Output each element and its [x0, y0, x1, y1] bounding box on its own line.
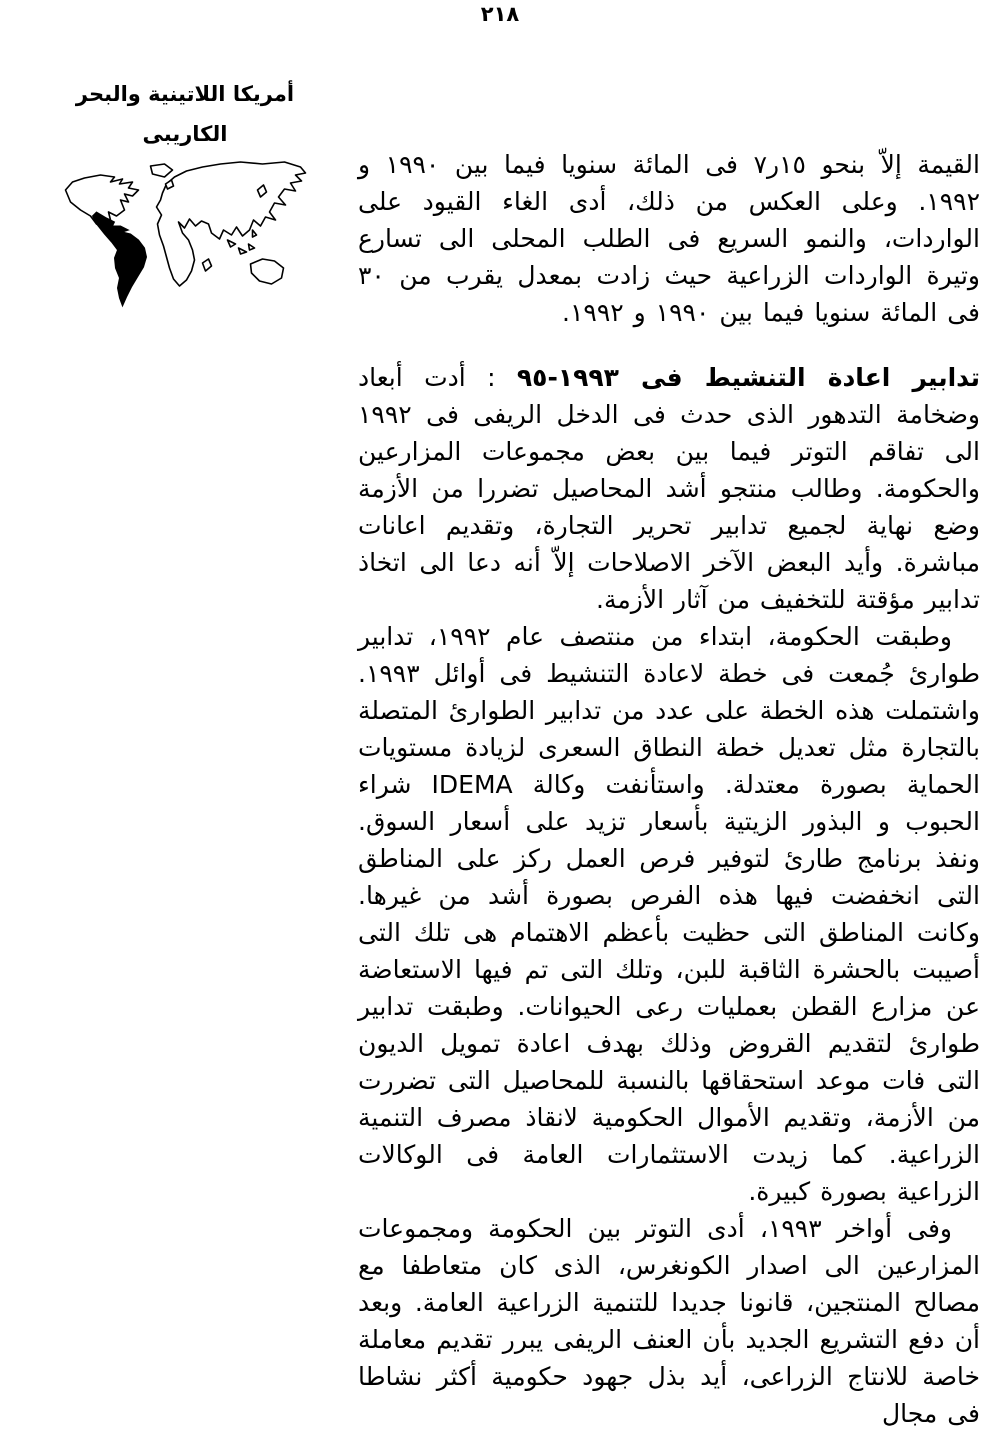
region-label-line-1: أمريكا اللاتينية والبحر: [75, 82, 295, 106]
paragraph-emergency-measures: وطبقت الحكومة، ابتداء من منتصف عام ١٩٩٢، تدابير طوارئ جُمعت فى خطة لاعادة التنشيط فى أوائل ١٩٩٣. واشتملت هذه الخطة على عدد من تدابير الطوارئ المتصلة بالتجارة مثل تعديل خطة النطاق السعرى لزيادة مستويات الحماية بصورة معتدلة. واستأنفت وكالة IDEMA شراء الحبوب و البذور الزيتية بأسعار تزيد على أسعار السوق. ونفذ برنامج طارئ لتوفير فرص العمل ركز على المناطق التى انخفضت فيها هذه الفرص بصورة أشد من غيرها. وكانت المناطق التى حظيت بأعظم الاهتمام هى تلك التى أصيبت بالحشرة الثاقبة للبن، وتلك التى تم فيها الاستعاضة عن مزارع القطن بعمليات رعى الحيوانات. وطبقت تدابير طوارئ لتقديم القروض وذلك بهدف اعادة تمويل الديون التى فات موعد استحقاقها بالنسبة للمحاصيل التى تضررت من الأزمة، وتقديم الأموال الحكومية لانقاذ مصرف التنمية الزراعية. كما زيدت الاستثمارات العامة فى الوكالات الزراعية بصورة كبيرة.: [358, 622, 980, 1206]
paragraph-congress-law: وفى أواخر ١٩٩٣، أدى التوتر بين الحكومة ومجموعات المزارعين الى اصدار الكونغرس، الذى كان متعاطفا مع مصالح المنتجين، قانونا جديدا للتنمية الزراعية العامة. وبعد أن دفع التشريع الجديد بأن العنف الريفى يبرر تقديم معاملة خاصة للانتاج الزراعى، أيد بذل جهود حكومية أكثر نشاطا فى مجال: [358, 1214, 980, 1428]
section-heading: تدابير اعادة التنشيط فى ١٩٩٣-٩٥: [516, 363, 981, 392]
world-map-image: [60, 160, 310, 320]
region-label-line-2: الكاريبى: [142, 122, 228, 146]
heading-separator: :: [465, 363, 517, 392]
page-number: ٢١٨: [480, 2, 520, 26]
greenland-outline: [151, 164, 173, 177]
paragraph-imports: القيمة إلاّ بنحو ١٥ر٧ فى المائة سنويا فيما بين ١٩٩٠ و ١٩٩٢. وعلى العكس من ذلك، أدى الغاء القيود على الواردات، والنمو السريع فى الطلب المحلى الى تسارع وتيرة الواردات الزراعية حيث زادت بمعدل يقرب من ٣٠ فى المائة سنويا فيما بين ١٩٩٠ و ١٩٩٢.: [358, 150, 980, 327]
region-label: [56, 74, 314, 154]
region-sidebar: [56, 74, 314, 320]
latin-america-highlight: [93, 212, 147, 306]
paragraph-reactivation: [358, 359, 980, 618]
paragraph-reactivation-text: أدت أبعاد وضخامة التدهور الذى حدث فى الدخل الريفى فى ١٩٩٢ الى تفاقم التوتر فيما بين بعض مجموعات المزارعين والحكومة. وطالب منتجو أشد المحاصيل تضررا من الأزمة وضع نهاية لجميع تدابير تحرير التجارة، وتقديم اعانات مباشرة. وأيد البعض الآخر الاصلاحات إلاّ أنه دعا الى اتخاذ تدابير مؤقتة للتخفيف من آثار الأزمة.: [358, 363, 980, 614]
australia-outline: [251, 259, 284, 284]
madagascar-island: [203, 259, 212, 271]
world-map: [56, 160, 314, 320]
article-body: [358, 146, 980, 1432]
